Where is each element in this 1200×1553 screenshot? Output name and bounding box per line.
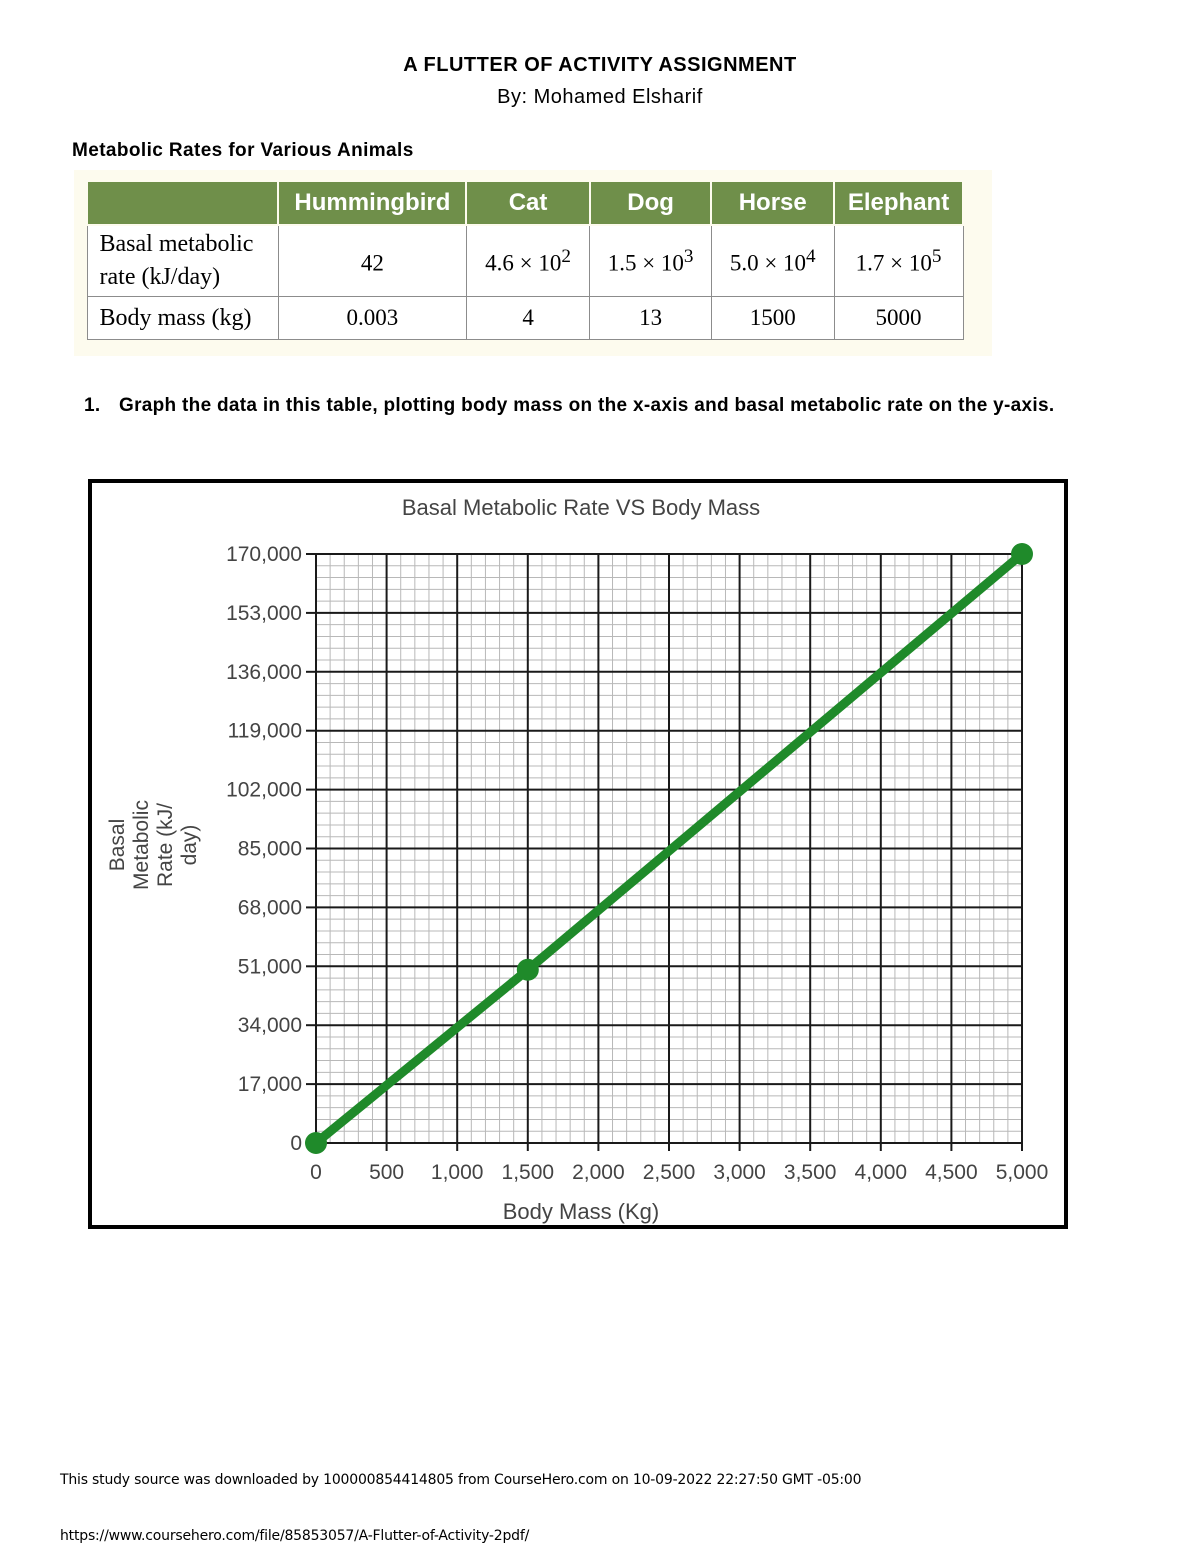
x-tick-label: 3,500 — [783, 1161, 837, 1184]
y-axis-label-line: day) — [178, 824, 201, 866]
y-tick-label: 119,000 — [227, 719, 302, 743]
x-tick-label: 2,000 — [572, 1161, 625, 1184]
table-cell: $4.6 \times 10^2$ — [466, 225, 590, 297]
table-header-cell: Cat — [466, 181, 590, 225]
table-header-cell: Horse — [711, 181, 834, 225]
table-header-cell: Dog — [590, 181, 712, 225]
y-axis-label-line: Rate (kJ/ — [154, 802, 177, 888]
y-tick-label: 85,000 — [237, 837, 302, 861]
footer-download-note: This study source was downloaded by 100000854414805 from CourseHero.com on 10-09-2022 22:27:50 GMT -05:00 — [60, 1472, 862, 1488]
question-number: 1. — [84, 395, 101, 416]
y-tick-label: 51,000 — [237, 955, 302, 979]
table-row — [87, 297, 963, 340]
x-tick-label: 0 — [310, 1161, 322, 1184]
x-tick-label: 2,500 — [642, 1161, 696, 1184]
x-axis-label: Body Mass (Kg) — [502, 1199, 660, 1224]
x-tick-label: 1,000 — [430, 1161, 484, 1184]
x-tick-label: 5,000 — [995, 1161, 1049, 1184]
y-tick-label: 17,000 — [237, 1073, 302, 1097]
table-header-cell: Elephant — [834, 181, 963, 225]
table-cell: $1.7 \times 10^5$ — [834, 225, 963, 297]
y-tick-label: 153,000 — [226, 601, 302, 625]
footer-url: https://www.coursehero.com/file/85853057/A-Flutter-of-Activity-2pdf/ — [60, 1528, 530, 1544]
y-tick-label: 136,000 — [226, 660, 302, 684]
table-cell: 42 — [278, 225, 466, 297]
metabolic-rates-table — [86, 180, 964, 340]
y-tick-label: 68,000 — [237, 896, 302, 920]
x-tick-label: 3,000 — [713, 1161, 766, 1184]
y-axis-label-line: Metabolic — [130, 800, 153, 890]
table-cell: 1500 — [711, 297, 834, 340]
y-tick-label: 170,000 — [226, 543, 302, 566]
row-label-line: Basal metabolic — [99, 231, 254, 257]
y-axis-label — [106, 800, 201, 890]
x-tick-label: 500 — [369, 1161, 405, 1184]
row-label — [87, 225, 278, 297]
table-header-row — [87, 181, 963, 225]
document-title: A FLUTTER OF ACTIVITY ASSIGNMENT — [403, 54, 797, 76]
table-header-cell — [87, 181, 278, 225]
table-cell: 13 — [590, 297, 712, 340]
table-cell: 4 — [466, 297, 590, 340]
data-point — [517, 959, 539, 981]
y-tick-label: 0 — [290, 1132, 302, 1155]
table-cell: $5.0 \times 10^4$ — [711, 225, 834, 297]
document-author: By: Mohamed Elsharif — [497, 86, 703, 108]
chart-title: Basal Metabolic Rate VS Body Mass — [401, 495, 761, 520]
table-cell: $1.5 \times 10^3$ — [590, 225, 712, 297]
data-point — [305, 1132, 327, 1154]
metabolic-rate-chart — [88, 479, 1068, 1229]
y-tick-label: 102,000 — [226, 778, 302, 802]
question-text: Graph the data in this table, plotting body mass on the x-axis and basal metabolic rate on the y-axis. — [119, 395, 1055, 416]
table-header-cell: Hummingbird — [278, 181, 466, 225]
row-label-line: rate (kJ/day) — [99, 264, 221, 290]
y-tick-label: 34,000 — [237, 1014, 302, 1038]
table-row — [87, 225, 963, 297]
y-axis-label-line: Basal — [106, 818, 129, 872]
data-point — [1011, 543, 1033, 565]
x-tick-label: 4,000 — [854, 1161, 908, 1184]
table-cell: 5000 — [834, 297, 963, 340]
x-tick-label: 1,500 — [501, 1161, 555, 1184]
table-cell: 0.003 — [278, 297, 466, 340]
section-heading: Metabolic Rates for Various Animals — [72, 140, 414, 161]
row-label: Body mass (kg) — [87, 297, 278, 340]
x-tick-label: 4,500 — [925, 1161, 978, 1184]
